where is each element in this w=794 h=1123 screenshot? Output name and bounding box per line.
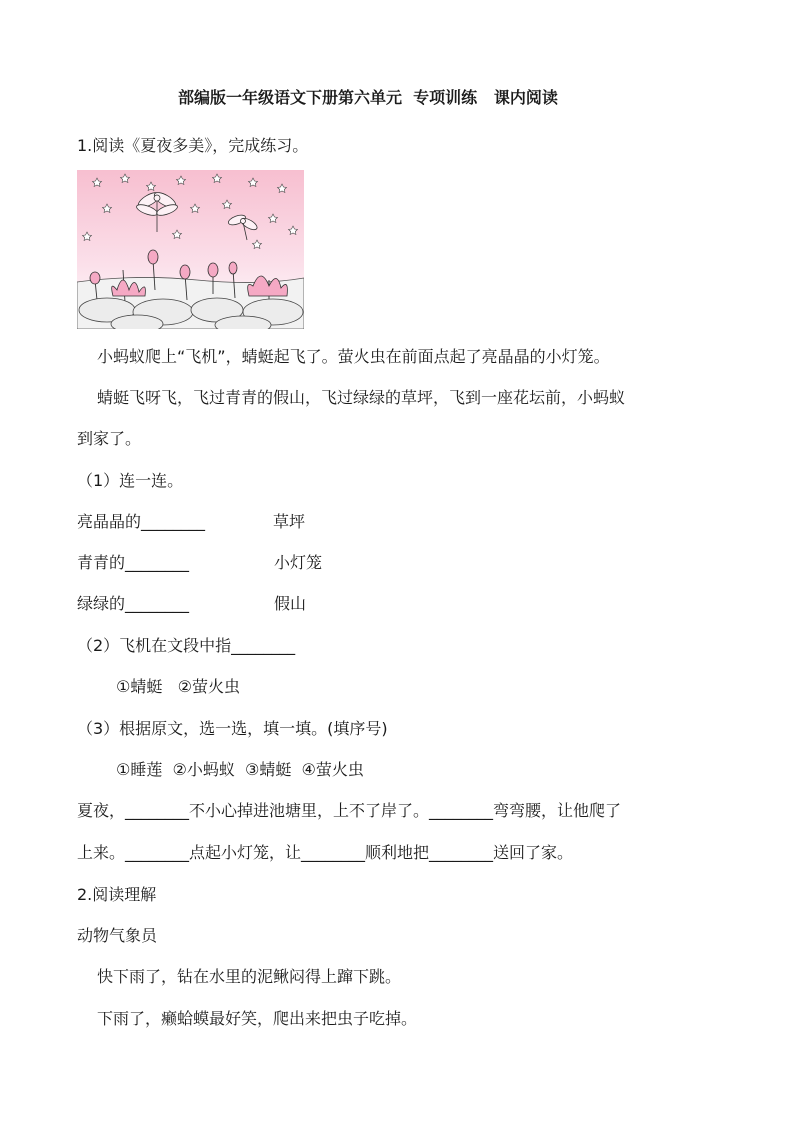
- q2-heading: 2.阅读理解: [77, 885, 157, 904]
- q1-part3-line2: 上来。________点起小灯笼，让________顺利地把________送回了家。: [77, 843, 574, 862]
- q2-passage-p2: 下雨了，癞蛤蟆最好笑，爬出来把虫子吃掉。: [97, 1009, 418, 1028]
- q1-passage-p2-line1: 蜻蜓飞呀飞，飞过青青的假山，飞过绿绿的草坪，飞到一座花坛前，小蚂蚁: [97, 388, 626, 407]
- q2-subtitle: 动物气象员: [77, 926, 158, 945]
- match-right-3: 假山: [274, 594, 307, 613]
- q1-part1-heading: （1）连一连。: [77, 471, 184, 490]
- q1-part3-heading: （3）根据原文，选一选，填一填。(填序号): [77, 719, 388, 738]
- match-left-1: 亮晶晶的________: [77, 512, 206, 531]
- lotus-dragonfly-illustration: [77, 170, 304, 329]
- q1-part2-options: ①蜻蜓 ②萤火虫: [116, 677, 240, 696]
- q1-heading: 1.阅读《夏夜多美》，完成练习。: [77, 136, 309, 155]
- q1-passage-p1: 小蚂蚁爬上“飞机”，蜻蜓起飞了。萤火虫在前面点起了亮晶晶的小灯笼。: [97, 347, 610, 366]
- match-left-2: 青青的________: [77, 553, 190, 572]
- q1-part2-heading: （2）飞机在文段中指________: [77, 636, 296, 655]
- q1-passage-p2-line2: 到家了。: [77, 429, 142, 448]
- match-right-1: 草坪: [273, 512, 306, 531]
- match-left-3: 绿绿的________: [77, 594, 190, 613]
- match-right-2: 小灯笼: [274, 553, 323, 572]
- q2-passage-p1: 快下雨了，钻在水里的泥鳅闷得上蹿下跳。: [97, 967, 402, 986]
- q1-part3-options: ①睡莲 ②小蚂蚁 ③蜻蜓 ④萤火虫: [116, 760, 364, 779]
- page-title: 部编版一年级语文下册第六单元 专项训练 课内阅读: [178, 88, 558, 107]
- q1-part3-line1: 夏夜，________不小心掉进池塘里，上不了岸了。________弯弯腰，让他爬了: [77, 801, 622, 820]
